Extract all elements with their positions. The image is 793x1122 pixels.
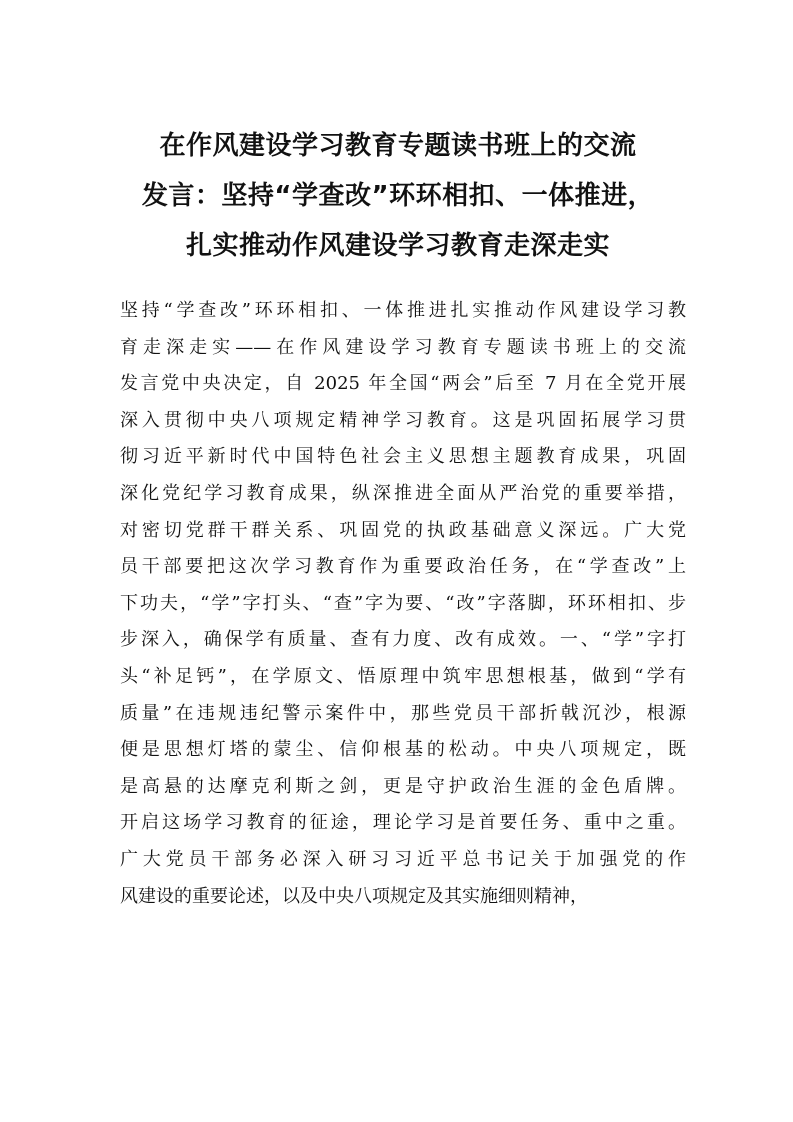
document-title	[118, 121, 678, 271]
body-line: 是高悬的达摩克利斯之剑，更是守护政治生涯的金色盾牌。	[120, 775, 686, 797]
body-line: 彻习近平新时代中国特色社会主义思想主题教育成果，巩固	[120, 446, 686, 468]
title-line: 扎实推动作风建设学习教育走深走实	[185, 231, 610, 261]
body-line: 开启这场学习教育的征途，理论学习是首要任务、重中之重。	[120, 812, 686, 834]
body-line: 员干部要把这次学习教育作为重要政治任务，在“学查改”上	[120, 556, 686, 578]
body-line: 育走深走实——在作风建设学习教育专题读书班上的交流	[120, 336, 686, 358]
body-line: 坚持“学查改”环环相扣、一体推进扎实推动作风建设学习教	[120, 300, 686, 321]
body-line: 深化党纪学习教育成果，纵深推进全面从严治党的重要举措，	[120, 482, 686, 504]
body-line: 质量”在违规违纪警示案件中，那些党员干部折戟沉沙，根源	[120, 702, 686, 724]
body-line: 广大党员干部务必深入研习习近平总书记关于加强党的作	[120, 848, 686, 870]
title-line: 发言：坚持“学查改”环环相扣、一体推进，	[141, 181, 655, 211]
body-line: 发言党中央决定，自 2025 年全国“两会”后至 7 月在全党开展	[120, 373, 686, 395]
body-line: 步深入，确保学有质量、查有力度、改有成效。一、“学”字打	[120, 629, 686, 651]
body-line: 风建设的重要论述，以及中央八项规定及其实施细则精神，	[120, 885, 588, 907]
title-line: 在作风建设学习教育专题读书班上的交流	[159, 131, 637, 161]
document-body	[120, 293, 686, 915]
body-line: 下功夫，“学”字打头、“查”字为要、“改”字落脚，环环相扣、步	[120, 592, 686, 614]
body-line: 便是思想灯塔的蒙尘、信仰根基的松动。中央八项规定，既	[120, 739, 686, 761]
body-line: 对密切党群干群关系、巩固党的执政基础意义深远。广大党	[120, 519, 686, 541]
body-line: 头“补足钙”，在学原文、悟原理中筑牢思想根基，做到“学有	[120, 665, 686, 687]
body-line: 深入贯彻中央八项规定精神学习教育。这是巩固拓展学习贯	[120, 409, 686, 431]
